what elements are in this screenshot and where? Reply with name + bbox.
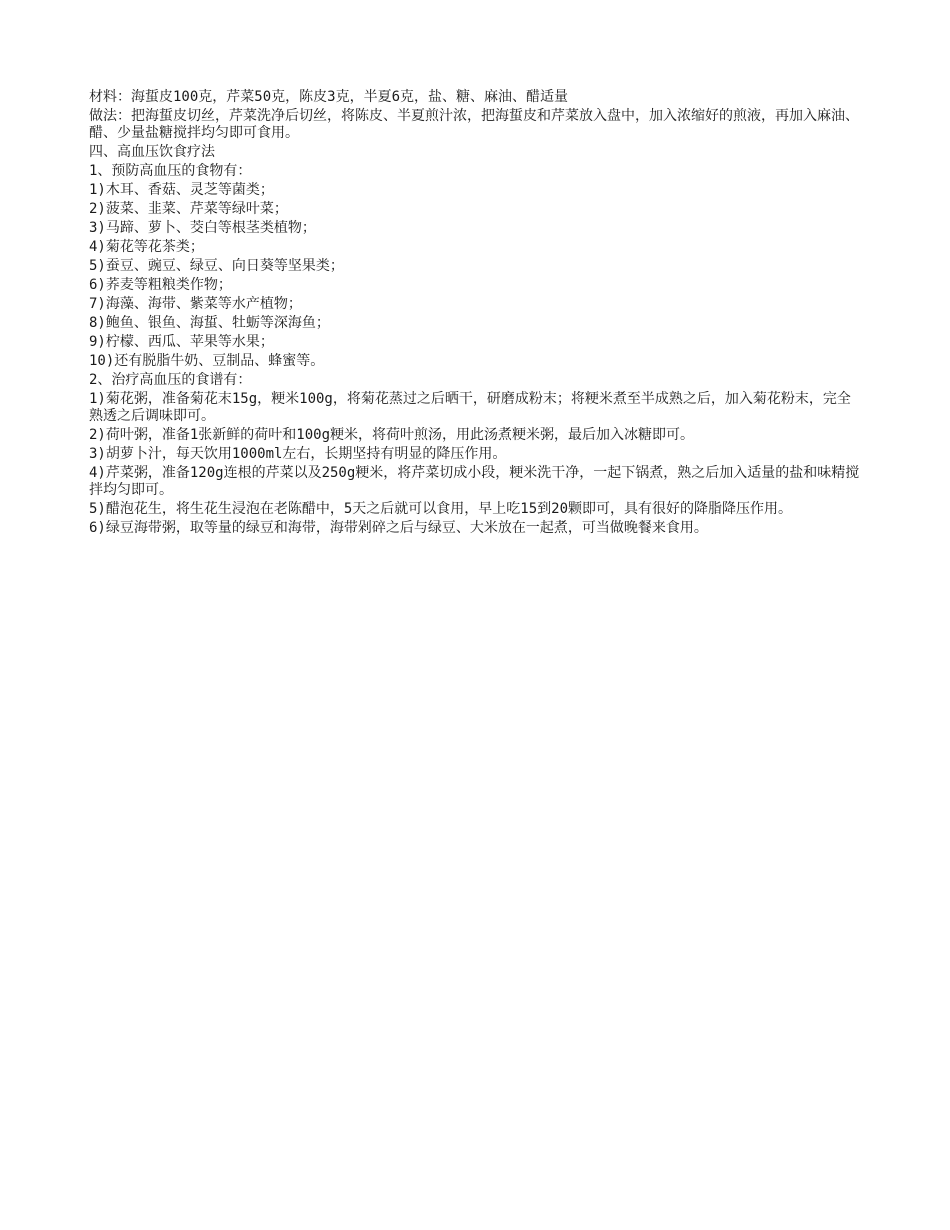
recipe-item: 2)荷叶粥，准备1张新鲜的荷叶和100g粳米，将荷叶煎汤，用此汤煮粳米粥，最后加入冰糖即可。: [89, 427, 694, 443]
list-item: 1)木耳、香菇、灵芝等菌类；: [89, 182, 274, 198]
list-item: 7)海藻、海带、紫菜等水产植物；: [89, 296, 302, 312]
subsection-heading: 2、治疗高血压的食谱有：: [89, 372, 252, 388]
section-heading: 四、高血压饮食疗法: [89, 144, 215, 160]
recipe-item: 4)芹菜粥，准备120g连根的芹菜以及250g粳米，将芹菜切成小段，粳米洗干净，一起下锅煮，熟之后加入适量的盐和味精搅拌均匀即可。: [89, 465, 860, 498]
recipe-item: 3)胡萝卜汁，每天饮用1000ml左右，长期坚持有明显的降压作用。: [89, 446, 507, 462]
ingredients-paragraph: 材料：海蜇皮100克，芹菜50克，陈皮3克，半夏6克，盐、糖、麻油、醋适量: [89, 89, 568, 105]
list-item: 5)蚕豆、豌豆、绿豆、向日葵等坚果类；: [89, 258, 344, 274]
list-item: 9)柠檬、西瓜、苹果等水果；: [89, 334, 274, 350]
list-item: 2)菠菜、韭菜、芹菜等绿叶菜；: [89, 201, 288, 217]
list-item: 3)马蹄、萝卜、茭白等根茎类植物；: [89, 220, 316, 236]
subsection-heading: 1、预防高血压的食物有：: [89, 163, 252, 179]
list-item: 10)还有脱脂牛奶、豆制品、蜂蜜等。: [89, 353, 325, 369]
recipe-item: 1)菊花粥，准备菊花末15g，粳米100g，将菊花蒸过之后晒干，研磨成粉末；将粳米煮至半成熟之后，加入菊花粉末，完全熟透之后调味即可。: [89, 391, 851, 424]
list-item: 8)鲍鱼、银鱼、海蜇、牡蛎等深海鱼；: [89, 315, 330, 331]
list-item: 6)荞麦等粗粮类作物；: [89, 277, 232, 293]
document-body: [89, 89, 864, 539]
method-paragraph: 做法：把海蜇皮切丝，芹菜洗净后切丝，将陈皮、半夏煎汁浓，把海蜇皮和芹菜放入盘中，加入浓缩好的煎液，再加入麻油、醋、少量盐糖搅拌均匀即可食用。: [89, 108, 859, 141]
recipe-item: 6)绿豆海带粥，取等量的绿豆和海带，海带剁碎之后与绿豆、大米放在一起煮，可当做晚餐来食用。: [89, 520, 708, 536]
list-item: 4)菊花等花茶类；: [89, 239, 204, 255]
recipe-item: 5)醋泡花生，将生花生浸泡在老陈醋中，5天之后就可以食用，早上吃15到20颗即可，具有很好的降脂降压作用。: [89, 501, 792, 517]
